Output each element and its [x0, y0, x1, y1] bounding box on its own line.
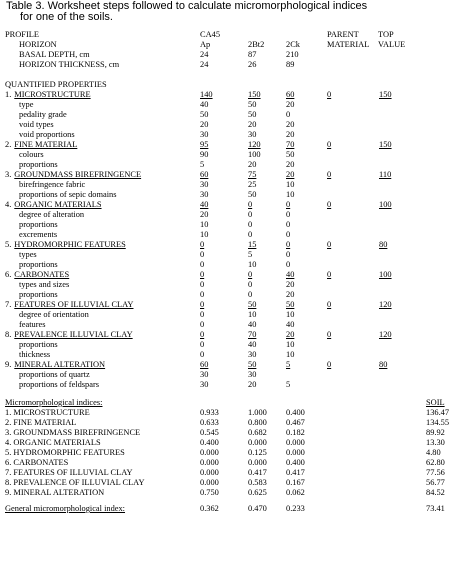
horizon-name: 2Ck — [286, 40, 300, 49]
horizon-name: Ap — [200, 40, 211, 49]
soil-index-value: 62.80 — [426, 458, 445, 467]
property-value: 75 — [248, 170, 257, 179]
property-number: 6. — [5, 270, 12, 279]
header-profile-row — [0, 30, 464, 40]
horizon-label: HORIZON — [19, 40, 57, 49]
sub-property-label: proportions — [19, 290, 58, 299]
sub-property-value: 20 — [286, 120, 295, 129]
sub-property-row — [0, 370, 464, 380]
property-value: 0 — [200, 300, 205, 309]
sub-property-label: degree of alteration — [19, 210, 85, 219]
sub-property-row — [0, 350, 464, 360]
index-label: 8. PREVALENCE OF ILLUVIAL CLAY — [5, 478, 145, 487]
index-label: 6. CARBONATES — [5, 458, 69, 467]
property-value: 50 — [248, 300, 257, 309]
sub-property-value: 30 — [248, 130, 257, 139]
index-row — [0, 468, 464, 478]
property-number: 4. — [5, 200, 12, 209]
property-value: 140 — [200, 90, 213, 99]
property-value: 95 — [200, 140, 209, 149]
property-heading — [5, 90, 91, 100]
sub-property-row — [0, 180, 464, 190]
sub-property-row — [0, 320, 464, 330]
general-index-label: General micromorphological index: — [5, 504, 126, 513]
sub-property-value: 0 — [200, 320, 205, 329]
sub-property-label: degree of orientation — [19, 310, 89, 319]
top-value: 120 — [379, 330, 392, 339]
index-value: 0.750 — [200, 488, 219, 497]
sub-property-label: features — [19, 320, 46, 329]
sub-property-row — [0, 220, 464, 230]
parent-material-heading: MATERIAL — [327, 40, 370, 49]
horizon-name: 2Bt2 — [248, 40, 265, 49]
property-value: 0 — [286, 200, 291, 209]
index-label: 4. ORGANIC MATERIALS — [5, 438, 101, 447]
property-value: 40 — [200, 200, 209, 209]
soil-index-value: 84.52 — [426, 488, 445, 497]
sub-property-value: 20 — [286, 290, 295, 299]
sub-property-value: 0 — [286, 250, 291, 259]
general-index-value: 0.470 — [248, 504, 267, 513]
sub-property-label: proportions — [19, 260, 58, 269]
property-name: ORGANIC MATERIALS — [14, 200, 102, 209]
property-value: 120 — [248, 140, 261, 149]
general-index-value: 0.233 — [286, 504, 305, 513]
top-value: 100 — [379, 200, 392, 209]
property-value: 0 — [286, 240, 291, 249]
index-value: 0.633 — [200, 418, 219, 427]
sub-property-value: 0 — [286, 220, 291, 229]
sub-property-value: 20 — [248, 380, 257, 389]
sub-property-value: 0 — [286, 230, 291, 239]
index-value: 0.000 — [248, 438, 267, 447]
sub-property-value: 20 — [248, 120, 257, 129]
property-value: 0 — [200, 240, 205, 249]
property-name: FINE MATERIAL — [14, 140, 78, 149]
sub-property-value: 0 — [200, 250, 205, 259]
top-value: 100 — [379, 270, 392, 279]
property-value: 20 — [286, 170, 295, 179]
index-value: 0.583 — [248, 478, 267, 487]
sub-property-value: 10 — [286, 350, 295, 359]
property-name: MINERAL ALTERATION — [14, 360, 106, 369]
parent-material-value: 0 — [327, 240, 332, 249]
index-value: 0.062 — [286, 488, 305, 497]
profile-id: CA45 — [200, 30, 221, 39]
index-value: 0.682 — [248, 428, 267, 437]
sub-property-value: 0 — [200, 340, 205, 349]
general-soil-index-value: 73.41 — [426, 504, 445, 513]
index-value: 0.125 — [248, 448, 267, 457]
index-value: 0.400 — [286, 458, 305, 467]
sub-property-row — [0, 130, 464, 140]
index-value: 1.000 — [248, 408, 267, 417]
soil-index-value: 56.77 — [426, 478, 445, 487]
sub-property-value: 0 — [286, 210, 291, 219]
sub-property-label: types and sizes — [19, 280, 70, 289]
sub-property-value: 0 — [248, 280, 253, 289]
quantified-properties-title: QUANTIFIED PROPERTIES — [5, 80, 107, 89]
sub-property-row — [0, 310, 464, 320]
property-number: 2. — [5, 140, 12, 149]
table-caption — [6, 1, 367, 23]
index-row — [0, 458, 464, 468]
basal-depth-value: 87 — [248, 50, 257, 59]
basal-depth-label: BASAL DEPTH, cm — [19, 50, 90, 59]
sub-property-row — [0, 150, 464, 160]
sub-property-value: 30 — [248, 350, 257, 359]
soil-index-value: 89.92 — [426, 428, 445, 437]
sub-property-value: 50 — [248, 110, 257, 119]
index-row — [0, 448, 464, 458]
basal-depth-value: 24 — [200, 50, 209, 59]
property-value: 60 — [200, 360, 209, 369]
property-row — [0, 240, 464, 250]
sub-property-value: 50 — [248, 190, 257, 199]
top-value: 150 — [379, 140, 392, 149]
sub-property-label: pedality grade — [19, 110, 67, 119]
sub-property-row — [0, 380, 464, 390]
profile-label: PROFILE — [5, 30, 39, 39]
index-value: 0.000 — [286, 448, 305, 457]
sub-property-value: 40 — [286, 320, 295, 329]
parent-material-value: 0 — [327, 360, 332, 369]
property-value: 40 — [286, 270, 295, 279]
property-value: 150 — [248, 90, 261, 99]
sub-property-value: 40 — [200, 100, 209, 109]
sub-property-row — [0, 110, 464, 120]
index-value: 0.167 — [286, 478, 305, 487]
caption-line-2: for one of the soils. — [20, 11, 113, 23]
property-number: 3. — [5, 170, 12, 179]
index-value: 0.000 — [248, 458, 267, 467]
sub-property-value: 0 — [200, 260, 205, 269]
indices-title-row — [0, 398, 464, 408]
index-label: 2. FINE MATERIAL — [5, 418, 77, 427]
property-name: MICROSTRUCTURE — [14, 90, 91, 99]
sub-property-row — [0, 250, 464, 260]
index-label: 1. MICROSTRUCTURE — [5, 408, 90, 417]
header-basal-depth-row — [0, 50, 464, 60]
top-value: 120 — [379, 300, 392, 309]
property-heading — [5, 170, 141, 180]
sub-property-value: 50 — [286, 150, 295, 159]
sub-property-value: 20 — [286, 160, 295, 169]
sub-property-value: 10 — [286, 340, 295, 349]
top-value: 110 — [379, 170, 392, 179]
sub-property-value: 40 — [248, 340, 257, 349]
property-value: 70 — [248, 330, 257, 339]
sub-property-label: excrements — [19, 230, 58, 239]
sub-property-label: proportions — [19, 160, 58, 169]
property-row — [0, 330, 464, 340]
sub-property-label: proportions — [19, 340, 58, 349]
sub-property-label: colours — [19, 150, 44, 159]
sub-property-value: 20 — [286, 130, 295, 139]
property-row — [0, 140, 464, 150]
sub-property-label: proportions of quartz — [19, 370, 90, 379]
property-number: 5. — [5, 240, 12, 249]
sub-property-row — [0, 120, 464, 130]
soil-index-value: 134.55 — [426, 418, 450, 427]
sub-property-value: 0 — [200, 310, 205, 319]
property-number: 7. — [5, 300, 12, 309]
sub-property-value: 20 — [248, 160, 257, 169]
sub-property-value: 10 — [200, 220, 209, 229]
sub-property-value: 0 — [200, 350, 205, 359]
property-value: 5 — [286, 360, 291, 369]
index-row — [0, 488, 464, 498]
parent-material-value: 0 — [327, 200, 332, 209]
property-value: 0 — [200, 330, 205, 339]
property-name: PREVALENCE ILLUVIAL CLAY — [14, 330, 133, 339]
parent-material-value: 0 — [327, 90, 332, 99]
top-value-heading: TOP — [378, 30, 394, 39]
index-value: 0.400 — [286, 408, 305, 417]
property-value: 0 — [248, 200, 253, 209]
soil-index-value: 136.47 — [426, 408, 450, 417]
header-thickness-row — [0, 60, 464, 70]
thickness-value: 26 — [248, 60, 257, 69]
sub-property-value: 20 — [286, 100, 295, 109]
index-value: 0.000 — [286, 438, 305, 447]
index-label: 7. FEATURES OF ILLUVIAL CLAY — [5, 468, 133, 477]
sub-property-label: void types — [19, 120, 54, 129]
property-heading — [5, 140, 77, 150]
property-row — [0, 200, 464, 210]
property-heading — [5, 360, 105, 370]
parent-material-value: 0 — [327, 330, 332, 339]
sub-property-row — [0, 260, 464, 270]
sub-property-value: 10 — [248, 310, 257, 319]
index-value: 0.417 — [248, 468, 267, 477]
property-name: CARBONATES — [14, 270, 70, 279]
sub-property-row — [0, 100, 464, 110]
soil-index-value: 4.80 — [426, 448, 441, 457]
sub-property-value: 30 — [200, 180, 209, 189]
index-label: 9. MINERAL ALTERATION — [5, 488, 105, 497]
index-value: 0.417 — [286, 468, 305, 477]
sub-property-row — [0, 290, 464, 300]
property-value: 20 — [286, 330, 295, 339]
sub-property-row — [0, 160, 464, 170]
soil-index-value: 13.30 — [426, 438, 445, 447]
general-index-row — [0, 504, 464, 514]
sub-property-value: 20 — [200, 120, 209, 129]
property-number: 9. — [5, 360, 12, 369]
sub-property-value: 40 — [248, 320, 257, 329]
sub-property-value: 10 — [286, 310, 295, 319]
index-value: 0.000 — [200, 448, 219, 457]
sub-property-value: 0 — [248, 230, 253, 239]
index-row — [0, 418, 464, 428]
parent-material-value: 0 — [327, 170, 332, 179]
header-horizon-row — [0, 40, 464, 50]
sub-property-label: void proportions — [19, 130, 75, 139]
property-value: 50 — [248, 360, 257, 369]
sub-property-row — [0, 340, 464, 350]
soil-heading: SOIL — [426, 398, 445, 407]
index-value: 0.000 — [200, 468, 219, 477]
index-value: 0.625 — [248, 488, 267, 497]
parent-material-value: 0 — [327, 300, 332, 309]
property-name: HYDROMORPHIC FEATURES — [14, 240, 126, 249]
general-index-value: 0.362 — [200, 504, 219, 513]
thickness-value: 89 — [286, 60, 295, 69]
sub-property-label: proportions of sepic domains — [19, 190, 117, 199]
sub-property-label: type — [19, 100, 34, 109]
sub-property-row — [0, 190, 464, 200]
index-value: 0.000 — [200, 478, 219, 487]
sub-property-row — [0, 230, 464, 240]
index-value: 0.400 — [200, 438, 219, 447]
soil-index-value: 77.56 — [426, 468, 445, 477]
thickness-value: 24 — [200, 60, 209, 69]
sub-property-value: 5 — [286, 380, 291, 389]
sub-property-value: 0 — [200, 280, 205, 289]
sub-property-value: 30 — [200, 190, 209, 199]
caption-line-1: Table 3. Worksheet steps followed to calculate micromorphological indices — [6, 0, 368, 12]
index-row — [0, 438, 464, 448]
property-number: 8. — [5, 330, 12, 339]
property-heading — [5, 200, 102, 210]
sub-property-label: proportions — [19, 220, 58, 229]
index-label: 5. HYDROMORPHIC FEATURES — [5, 448, 125, 457]
sub-property-value: 0 — [200, 290, 205, 299]
sub-property-value: 25 — [248, 180, 257, 189]
parent-material-heading: PARENT — [327, 30, 359, 39]
sub-property-label: birefringence fabric — [19, 180, 86, 189]
sub-property-value: 0 — [286, 110, 291, 119]
thickness-label: HORIZON THICKNESS, cm — [19, 60, 120, 69]
property-row — [0, 360, 464, 370]
sub-property-value: 30 — [248, 370, 257, 379]
sub-property-value: 0 — [248, 210, 253, 219]
sub-property-value: 30 — [200, 370, 209, 379]
property-value: 0 — [248, 270, 253, 279]
sub-property-value: 20 — [200, 210, 209, 219]
index-row — [0, 428, 464, 438]
index-label: 3. GROUNDMASS BIREFRINGENCE — [5, 428, 141, 437]
sub-property-value: 0 — [286, 260, 291, 269]
sub-property-value: 0 — [248, 290, 253, 299]
property-value: 0 — [200, 270, 205, 279]
sub-property-value: 10 — [200, 230, 209, 239]
top-value: 80 — [379, 360, 388, 369]
index-value: 0.933 — [200, 408, 219, 417]
property-value: 70 — [286, 140, 295, 149]
sub-property-value: 0 — [248, 220, 253, 229]
property-value: 60 — [286, 90, 295, 99]
sub-property-value: 100 — [248, 150, 261, 159]
property-value: 50 — [286, 300, 295, 309]
property-heading — [5, 330, 133, 340]
index-value: 0.182 — [286, 428, 305, 437]
top-value: 80 — [379, 240, 388, 249]
property-value: 15 — [248, 240, 257, 249]
sub-property-label: types — [19, 250, 37, 259]
basal-depth-value: 210 — [286, 50, 299, 59]
top-value-heading: VALUE — [378, 40, 406, 49]
index-value: 0.545 — [200, 428, 219, 437]
property-row — [0, 170, 464, 180]
property-heading — [5, 300, 133, 310]
sub-property-label: proportions of feldspars — [19, 380, 100, 389]
index-row — [0, 408, 464, 418]
sub-property-value: 50 — [248, 100, 257, 109]
index-value: 0.467 — [286, 418, 305, 427]
sub-property-value: 30 — [200, 130, 209, 139]
parent-material-value: 0 — [327, 270, 332, 279]
property-row — [0, 300, 464, 310]
property-heading — [5, 240, 126, 250]
quantified-title-row — [0, 80, 464, 90]
sub-property-row — [0, 210, 464, 220]
index-value: 0.000 — [200, 458, 219, 467]
sub-property-value: 30 — [200, 380, 209, 389]
sub-property-value: 10 — [286, 180, 295, 189]
sub-property-value: 10 — [248, 260, 257, 269]
index-row — [0, 478, 464, 488]
sub-property-value: 10 — [286, 190, 295, 199]
property-number: 1. — [5, 90, 12, 99]
sub-property-row — [0, 280, 464, 290]
property-name: FEATURES OF ILLUVIAL CLAY — [14, 300, 134, 309]
property-value: 60 — [200, 170, 209, 179]
sub-property-value: 5 — [248, 250, 253, 259]
sub-property-value: 5 — [200, 160, 205, 169]
sub-property-value: 90 — [200, 150, 209, 159]
parent-material-value: 0 — [327, 140, 332, 149]
property-row — [0, 270, 464, 280]
index-value: 0.800 — [248, 418, 267, 427]
indices-title: Micromorphological indices: — [5, 398, 103, 407]
property-row — [0, 90, 464, 100]
top-value: 150 — [379, 90, 392, 99]
sub-property-value: 20 — [286, 280, 295, 289]
sub-property-value: 50 — [200, 110, 209, 119]
property-heading — [5, 270, 69, 280]
sub-property-label: thickness — [19, 350, 51, 359]
property-name: GROUNDMASS BIREFRINGENCE — [14, 170, 142, 179]
